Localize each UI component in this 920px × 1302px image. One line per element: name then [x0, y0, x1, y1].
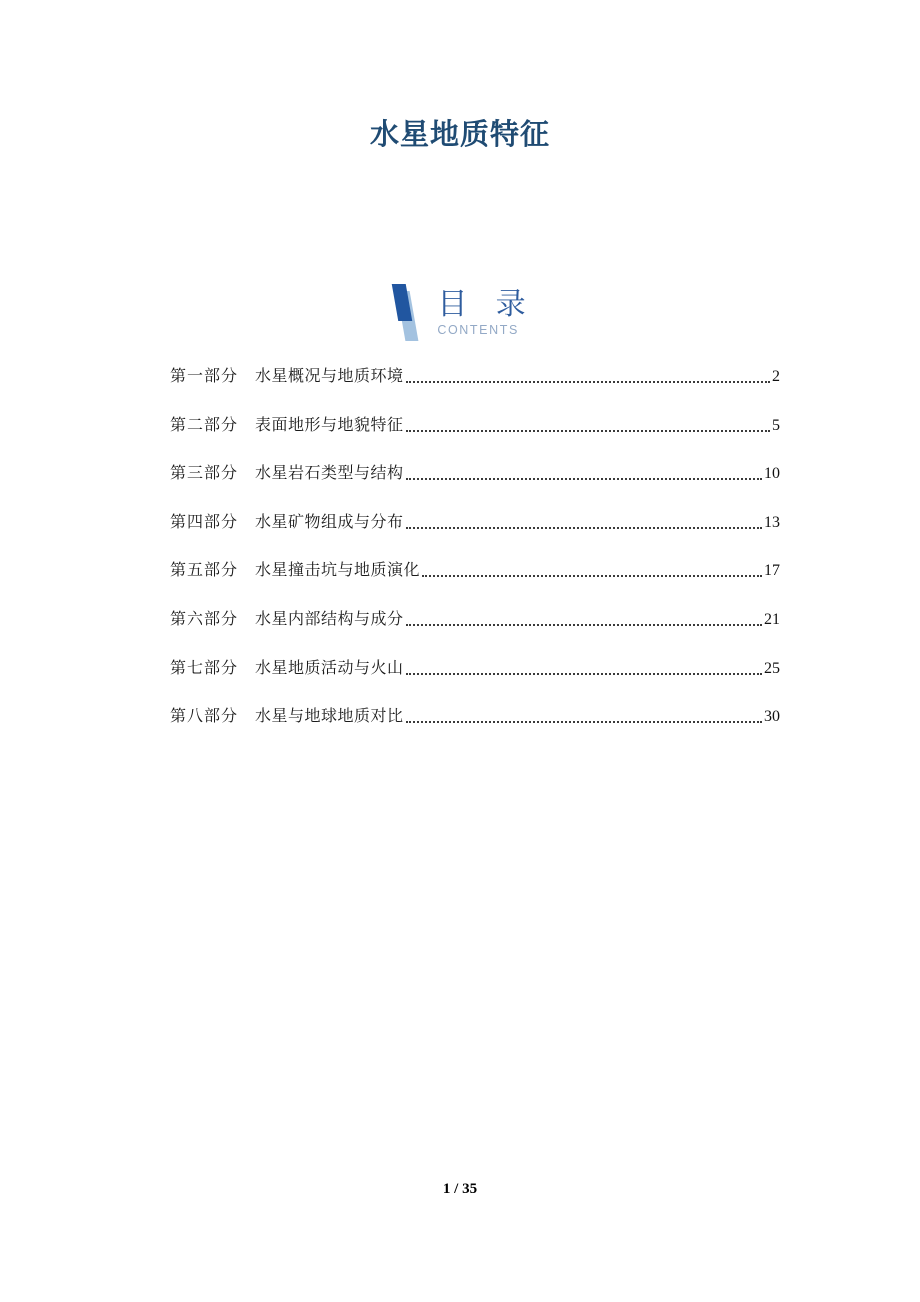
toc-entry-page-number: 21 — [764, 610, 780, 628]
toc-entry-title: 水星地质活动与火山 — [255, 659, 404, 677]
toc-entry-title: 表面地形与地貌特征 — [255, 416, 404, 434]
toc-entry[interactable] — [170, 706, 780, 726]
toc-entry[interactable] — [170, 609, 780, 629]
toc-entry-title: 水星撞击坑与地质演化 — [255, 562, 421, 580]
page-title: 水星地质特征 — [369, 119, 550, 151]
toc-entry-title: 水星概况与地质环境 — [255, 368, 404, 385]
toc-entry-title: 水星与地球地质对比 — [255, 708, 404, 726]
toc-entry-page-number: 13 — [764, 513, 780, 531]
toc-entry[interactable] — [170, 415, 780, 435]
toc-entry[interactable] — [170, 366, 780, 386]
dot-leader — [422, 575, 762, 577]
toc-entry-label: 第八部分 — [170, 708, 239, 726]
toc-entry-page-number: 10 — [764, 465, 780, 483]
toc-entry-title: 水星矿物组成与分布 — [255, 513, 404, 531]
toc-entry-label: 第五部分 — [170, 562, 239, 580]
toc-entry[interactable] — [170, 560, 780, 580]
dot-leader — [406, 527, 762, 529]
toc-heading: 目 录 — [437, 288, 529, 321]
toc-list — [170, 366, 780, 755]
toc-entry-label: 第二部分 — [170, 416, 239, 434]
toc-header — [0, 284, 920, 344]
toc-entry-label: 第六部分 — [170, 610, 239, 628]
dot-leader — [406, 478, 762, 480]
toc-entry-label: 第七部分 — [170, 659, 239, 677]
toc-subheading: CONTENTS — [437, 323, 519, 337]
page-number-indicator: 1 / 35 — [442, 1181, 478, 1197]
dot-leader — [406, 721, 762, 723]
dot-leader — [406, 430, 770, 432]
toc-entry-page-number: 5 — [772, 416, 780, 434]
toc-entry-label: 第一部分 — [170, 368, 239, 385]
toc-entry[interactable] — [170, 463, 780, 483]
toc-entry-page-number: 30 — [764, 708, 780, 726]
toc-entry-title: 水星岩石类型与结构 — [255, 465, 404, 483]
toc-entry-title: 水星内部结构与成分 — [255, 610, 404, 628]
dot-leader — [406, 381, 770, 383]
toc-entry-label: 第四部分 — [170, 513, 239, 531]
toc-entry[interactable] — [170, 658, 780, 678]
toc-entry-page-number: 17 — [764, 562, 780, 580]
dot-leader — [406, 624, 762, 626]
toc-entry[interactable] — [170, 512, 780, 532]
dot-leader — [406, 673, 762, 675]
toc-entry-page-number: 2 — [772, 368, 780, 385]
toc-entry-label: 第三部分 — [170, 465, 239, 483]
toc-entry-page-number: 25 — [764, 659, 780, 677]
toc-logo-icon — [391, 284, 425, 344]
page-footer — [0, 1181, 920, 1198]
